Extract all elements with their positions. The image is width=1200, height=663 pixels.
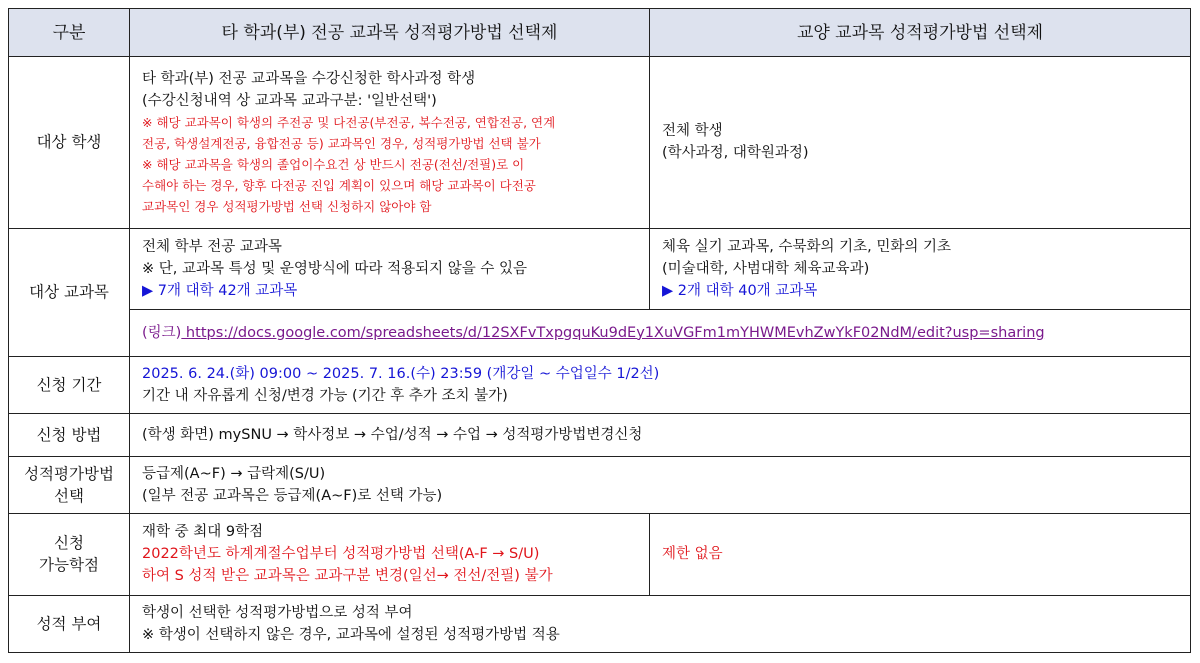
warning-note: 2022학년도 하계계절수업부터 성적평가방법 선택(A-F → S/U) [142, 546, 540, 563]
label-line: 선택 [54, 486, 84, 505]
cell-credits-major [130, 513, 650, 595]
label-credits [9, 513, 130, 595]
label-line: 성적평가방법 [24, 464, 114, 483]
text-line: 타 학과(부) 전공 교과목을 수강신청한 학사과정 학생 [142, 70, 476, 87]
label-target-courses: 대상 교과목 [9, 228, 130, 356]
label-target-students: 대상 학생 [9, 57, 130, 229]
text-line: ※ 학생이 선택하지 않은 경우, 교과목에 설정된 성적평가방법 적용 [142, 626, 560, 643]
course-list-link[interactable] [142, 325, 1045, 341]
label-grade-assign: 성적 부여 [9, 595, 130, 652]
warning-note: 교과목인 경우 성적평가방법 선택 신청하지 않아야 함 [142, 198, 432, 214]
cell-target-students-liberal [650, 57, 1191, 229]
text-line: 재학 중 최대 9학점 [142, 524, 264, 541]
text-line: 학생이 선택한 성적평가방법으로 성적 부여 [142, 604, 413, 621]
header-category: 구분 [9, 9, 130, 57]
row-period [9, 356, 1191, 413]
header-row [9, 9, 1191, 57]
no-limit-text: 제한 없음 [662, 546, 723, 563]
label-line: 신청 [54, 534, 84, 553]
header-liberal-courses: 교양 교과목 성적평가방법 선택제 [650, 9, 1191, 57]
warning-note: ※ 해당 교과목을 학생의 졸업이수요건 상 반드시 전공(전선/전필)로 이 [142, 156, 525, 172]
text-line: 전체 학부 전공 교과목 [142, 238, 282, 255]
label-grading [9, 456, 130, 513]
warning-note: 하여 S 성적 받은 교과목은 교과구분 변경(일선→ 전선/전필) 불가 [142, 568, 553, 585]
text-line: ※ 단, 교과목 특성 및 운영방식에 따라 적용되지 않을 수 있음 [142, 260, 528, 277]
course-count: ▶ 7개 대학 42개 교과목 [142, 282, 298, 299]
label-line: 가능학점 [39, 556, 99, 575]
row-target-students [9, 57, 1191, 229]
header-major-courses: 타 학과(부) 전공 교과목 성적평가방법 선택제 [130, 9, 650, 57]
row-grading [9, 456, 1191, 513]
text-line: (일부 전공 교과목은 등급제(A~F)로 선택 가능) [142, 487, 443, 504]
grading-method-table [8, 8, 1191, 653]
cell-credits-liberal [650, 513, 1191, 595]
text-line: (학생 화면) mySNU → 학사정보 → 수업/성적 → 수업 → 성적평가방법변경신청 [142, 426, 643, 443]
text-line: (미술대학, 사범대학 체육교육과) [662, 260, 870, 277]
course-count: ▶ 2개 대학 40개 교과목 [662, 282, 818, 299]
text-line: 체육 실기 교과목, 수묵화의 기초, 민화의 기초 [662, 238, 951, 255]
cell-grade-assign [130, 595, 1191, 652]
link-prefix: (링크) [142, 324, 182, 341]
label-method: 신청 방법 [9, 413, 130, 456]
label-period: 신청 기간 [9, 356, 130, 413]
cell-grading [130, 456, 1191, 513]
cell-target-students-major [130, 57, 650, 229]
row-grade-assign [9, 595, 1191, 652]
warning-note: 전공, 학생설계전공, 융합전공 등) 교과목인 경우, 성적평가방법 선택 불가 [142, 135, 541, 151]
text-line: 등급제(A~F) → 급락제(S/U) [142, 465, 326, 482]
text-line: 전체 학생 [662, 123, 723, 140]
row-target-courses [9, 228, 1191, 309]
cell-period [130, 356, 1191, 413]
row-method [9, 413, 1191, 456]
warning-note: ※ 해당 교과목이 학생의 주전공 및 다전공(부전공, 복수전공, 연합전공, 연계 [142, 114, 556, 130]
warning-note: 수해야 하는 경우, 향후 다전공 진입 계획이 있으며 해당 교과목이 다전공 [142, 177, 536, 193]
row-course-link [9, 309, 1191, 356]
cell-method [130, 413, 1191, 456]
cell-target-courses-liberal [650, 228, 1191, 309]
text-line: (수강신청내역 상 교과목 교과구분: '일반선택') [142, 92, 437, 109]
cell-course-link [130, 309, 1191, 356]
row-credits [9, 513, 1191, 595]
cell-target-courses-major [130, 228, 650, 309]
text-line: 기간 내 자유롭게 신청/변경 가능 (기간 후 추가 조치 불가) [142, 387, 508, 404]
period-dates: 2025. 6. 24.(화) 09:00 ~ 2025. 7. 16.(수) 23:59 (개강일 ~ 수업일수 1/2선) [142, 365, 660, 382]
link-url[interactable]: https://docs.google.com/spreadsheets/d/12SXFvTxpgquKu9dEy1XuVGFm1mYHWMEvhZwYkF02NdM/edit?usp=sharing [181, 324, 1045, 341]
text-line: (학사과정, 대학원과정) [662, 145, 809, 162]
